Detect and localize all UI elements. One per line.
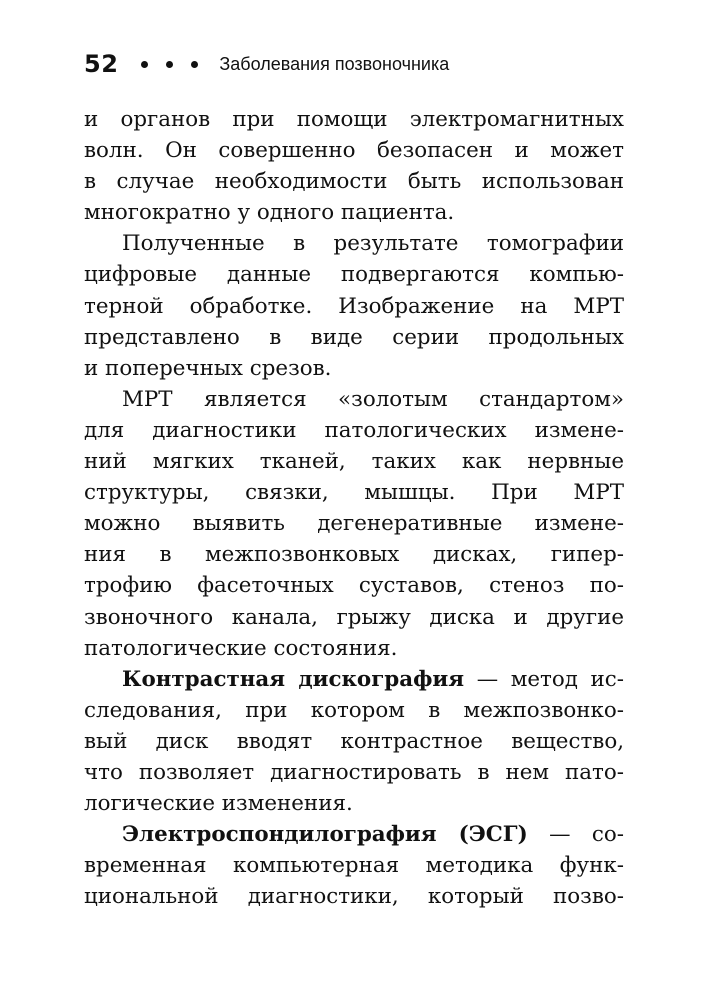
- running-header: [84, 48, 449, 80]
- text-line: для диагностики патологических измене-: [84, 417, 624, 443]
- text-line: патологические состояния.: [84, 635, 398, 661]
- term-continuation: — со-: [527, 822, 624, 848]
- paragraph: [84, 104, 624, 228]
- term-heading: Контрастная дискография: [122, 666, 465, 692]
- section-title: Заболевания позвоночника: [219, 53, 450, 74]
- body-text: [84, 104, 624, 912]
- paragraph: [84, 384, 624, 664]
- text-line: вый диск вводят контрастное вещество,: [84, 728, 624, 754]
- text-line: структуры, связки, мышцы. При МРТ: [84, 480, 624, 506]
- text-line: цифровые данные подвергаются компью-: [84, 262, 624, 288]
- text-line: звоночного канала, грыжу диска и другие: [84, 604, 624, 630]
- text-line: и поперечных срезов.: [84, 355, 332, 381]
- bullet-dot: [166, 61, 173, 68]
- text-line: ний мягких тканей, таких как нервные: [84, 449, 624, 475]
- text-line: ния в межпозвонковых дисках, гипер-: [84, 542, 624, 568]
- text-line: терной обработке. Изображение на МРТ: [84, 293, 624, 319]
- text-line: что позволяет диагностировать в нем пато-: [84, 759, 624, 785]
- text-line: и органов при помощи электромагнитных: [84, 107, 624, 132]
- paragraph: [84, 819, 624, 912]
- text-line: многократно у одного пациента.: [84, 200, 455, 226]
- page-number: 52: [84, 50, 119, 78]
- text-line: циональной диагностики, который позво-: [84, 884, 624, 910]
- text-line: Полученные в результате томографии: [122, 231, 624, 257]
- text-line: [84, 664, 624, 695]
- text-line: следования, при котором в межпозвонко-: [84, 697, 624, 723]
- paragraph: [84, 664, 624, 819]
- text-line: временная компьютерная методика функ-: [84, 853, 624, 879]
- term-continuation: — метод ис-: [464, 666, 624, 692]
- text-line: [84, 819, 624, 850]
- bullet-dot: [191, 61, 198, 68]
- paragraph: [84, 228, 624, 383]
- text-line: представлено в виде серии продольных: [84, 324, 624, 350]
- text-line: трофию фасеточных суставов, стеноз по-: [84, 573, 624, 599]
- text-line: можно выявить дегенеративные измене-: [84, 511, 624, 537]
- text-line: в случае необходимости быть использован: [84, 169, 624, 195]
- term-heading: Электроспондилография (ЭСГ): [122, 822, 528, 848]
- text-line: МРТ является «золотым стандартом»: [122, 386, 624, 412]
- text-line: волн. Он совершенно безопасен и может: [84, 138, 624, 164]
- bullet-dot: [141, 61, 148, 68]
- text-line: логические изменения.: [84, 791, 353, 817]
- header-dots: [132, 61, 207, 68]
